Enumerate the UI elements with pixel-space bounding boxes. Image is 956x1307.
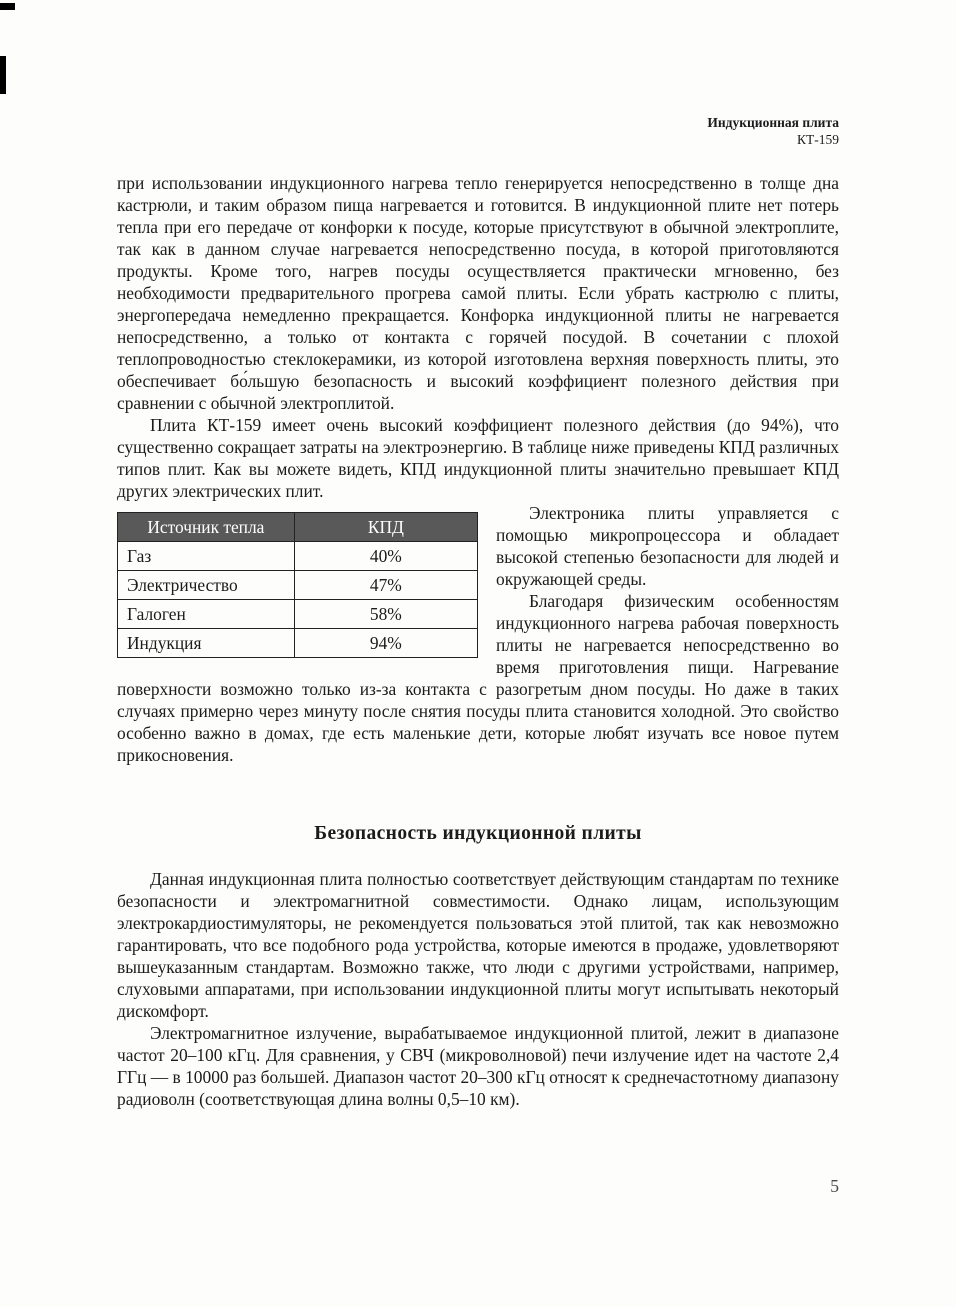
table-cell-source: Индукция (118, 629, 295, 658)
table-header-row (118, 513, 478, 542)
table-cell-source: Галоген (118, 600, 295, 629)
page-header (117, 114, 839, 148)
section-heading-safety: Безопасность индукционной плиты (314, 823, 642, 844)
table-cell-kpd: 40% (294, 542, 477, 571)
table-cell-kpd: 94% (294, 629, 477, 658)
table-row (118, 629, 478, 658)
table-cell-kpd: 47% (294, 571, 477, 600)
table-row (118, 571, 478, 600)
table-cell-source: Газ (118, 542, 295, 571)
safety-paragraph-1: Данная индукционная плита полностью соответствует действующим стандартам по технике безопасности и электромагнитной совместимости. Однако лицам, использующим электрокардиостимуляторы, не рекомендуется пользоваться этой плитой, так как невозможно гарантировать, что все подобного рода устройства, которые имеются в продаже, удовлетворяют вышеуказанным стандартам. Возможно также, что люди с другими устройствами, например, слуховыми аппаратами, при использовании индукционной плиты могут испытывать некоторый дискомфорт. (117, 869, 839, 1021)
document-page (117, 114, 839, 1110)
efficiency-table (117, 512, 478, 658)
intro-paragraph-1: при использовании индукционного нагрева тепло генерируется непосредственно в толще дна кастрюли, и таким образом пища нагревается и готовится. В индукционной плите нет потерь тепла при его передаче от конфорки к посуде, которые присутствуют в обычной электроплите, так как в данном случае нагревается непосредственно посуда, в которой приготовляются продукты. Кроме того, нагрев посуды осуществляется практически мгновенно, без необходимости предварительного прогрева самой плиты. Если убрать кастрюлю с плиты, энергопередача немедленно прекращается. Конфорка индукционной плиты не нагревается непосредственно, а только от контакта с горячей посудой. В сочетании с плохой теплопроводностью стеклокерамики, из которой изготовлена верхняя поверхность плиты, это обеспечивает бо́льшую безопасность и высокий коэффициент полезного действия при сравнении с обычной электроплитой. (117, 173, 839, 413)
document-title: Индукционная плита (707, 115, 839, 130)
scan-artifact (0, 56, 6, 94)
table-cell-kpd: 58% (294, 600, 477, 629)
table-row (118, 600, 478, 629)
table-header-kpd: КПД (294, 513, 477, 542)
intro-paragraph-2: Плита КТ-159 имеет очень высокий коэффициент полезного действия (до 94%), что существенно сокращает затраты на электроэнергию. В таблице ниже приведены КПД различных типов плит. Как вы можете видеть, КПД индукционной плиты значительно превышает КПД других электрических плит. (117, 415, 839, 501)
page-number: 5 (830, 1176, 839, 1196)
table-cell-source: Электричество (118, 571, 295, 600)
scan-artifact (0, 3, 15, 10)
table-header-heat-source: Источник тепла (118, 513, 295, 542)
safety-paragraph-2: Электромагнитное излучение, вырабатываемое индукционной плитой, лежит в диапазоне частот 20–100 кГц. Для сравнения, у СВЧ (микроволновой) печи излучение идет на частоте 2,4 ГГц — в 10000 раз большей. Диапазон частот 20–300 кГц относят к среднечастотному диапазону радиоволн (соответствующая длина волны 0,5–10 км). (117, 1023, 839, 1109)
table-row (118, 542, 478, 571)
document-model: КТ-159 (797, 132, 839, 147)
electronics-paragraph-2: Благодаря физическим особенностям индукционного нагрева рабочая поверхность плиты не нагревается непосредственно во время приготовления пищи. Нагревание поверхности возможно только из-за контакта с разогретым дном посуды. Но даже в таких случаях примерно через минуту после снятия посуды плита становится холодной. Это свойство особенно важно в домах, где есть маленькие дети, которые любят изучать все новое путем прикосновения. (117, 591, 839, 765)
electronics-paragraph-1: Электроника плиты управляется с помощью микропроцессора и обладает высокой степенью безопасности для людей и окружающей среды. (496, 503, 839, 589)
